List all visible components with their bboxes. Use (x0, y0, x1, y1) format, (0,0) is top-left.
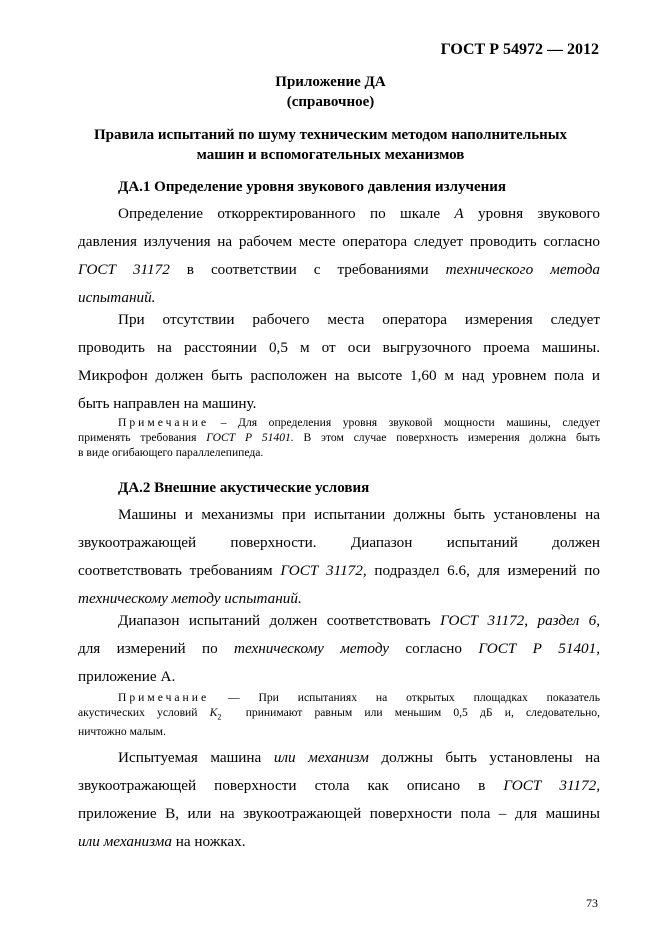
paragraph-da1-1: Определение откорректированного по шкале А уровня звукового давления излучения на рабочем месте оператора следует проводить согласно ГОСТ 31172 в соответствии с требованиями технического метода испытаний. (78, 205, 601, 306)
section-heading-da2: ДА.2 Внешние акустические условия (118, 480, 370, 496)
section-title-line2: машин и вспомогательных механизмов (196, 147, 465, 163)
page-number: 73 (586, 896, 598, 910)
paragraph-da1-2: При отсутствии рабочего места оператора измерения следует проводить на расстоянии 0,5 м от оси выгрузочного проема машины. Микрофон должен быть расположен на высоте 1,60 м над уровнем пола и быть направлен на машину. (78, 311, 600, 412)
section-title-block (0, 125, 661, 165)
section-heading-da1: ДА.1 Определение уровня звукового давления излучения (118, 179, 507, 195)
paragraph-da2-2: Диапазон испытаний должен соответствовать ГОСТ 31172, раздел 6, для измерений по техническому методу согласно ГОСТ Р 51401, приложение А. (78, 612, 601, 685)
paragraph-da2-1: Машины и механизмы при испытании должны быть установлены на звукоотражающей поверхности. Диапазон испытаний должен соответствовать требованиям ГОСТ 31172, подраздел 6.6, для измерений по техническому методу испытаний. (78, 506, 600, 607)
note-da2: Примечание — При испытаниях на открытых площадках показатель акустических условий $K_2$ принимают равным или меньшим 0,5 дБ и, следовательно, ничтожно малым. (78, 691, 600, 739)
standard-header: ГОСТ Р 54972 — 2012 (440, 41, 599, 58)
appendix-subtitle: (справочное) (286, 94, 375, 110)
paragraph-da2-3: Испытуемая машина или механизм должны быть установлены на звукоотражающей поверхности стола как описано в ГОСТ 31172, приложение В, или на звукоотражающей поверхности пола – для машины или механизма на ножках. (78, 749, 601, 850)
section-title-line1: Правила испытаний по шуму техническим методом наполнительных (93, 127, 568, 143)
appendix-title-block (0, 72, 661, 112)
note-da1: Примечание – Для определения уровня звуковой мощности машины, следует применять требования ГОСТ Р 51401. В этом случае поверхность измерения должна быть в виде огибающего параллелепипеда. (78, 416, 600, 459)
appendix-title: Приложение ДА (275, 74, 386, 90)
